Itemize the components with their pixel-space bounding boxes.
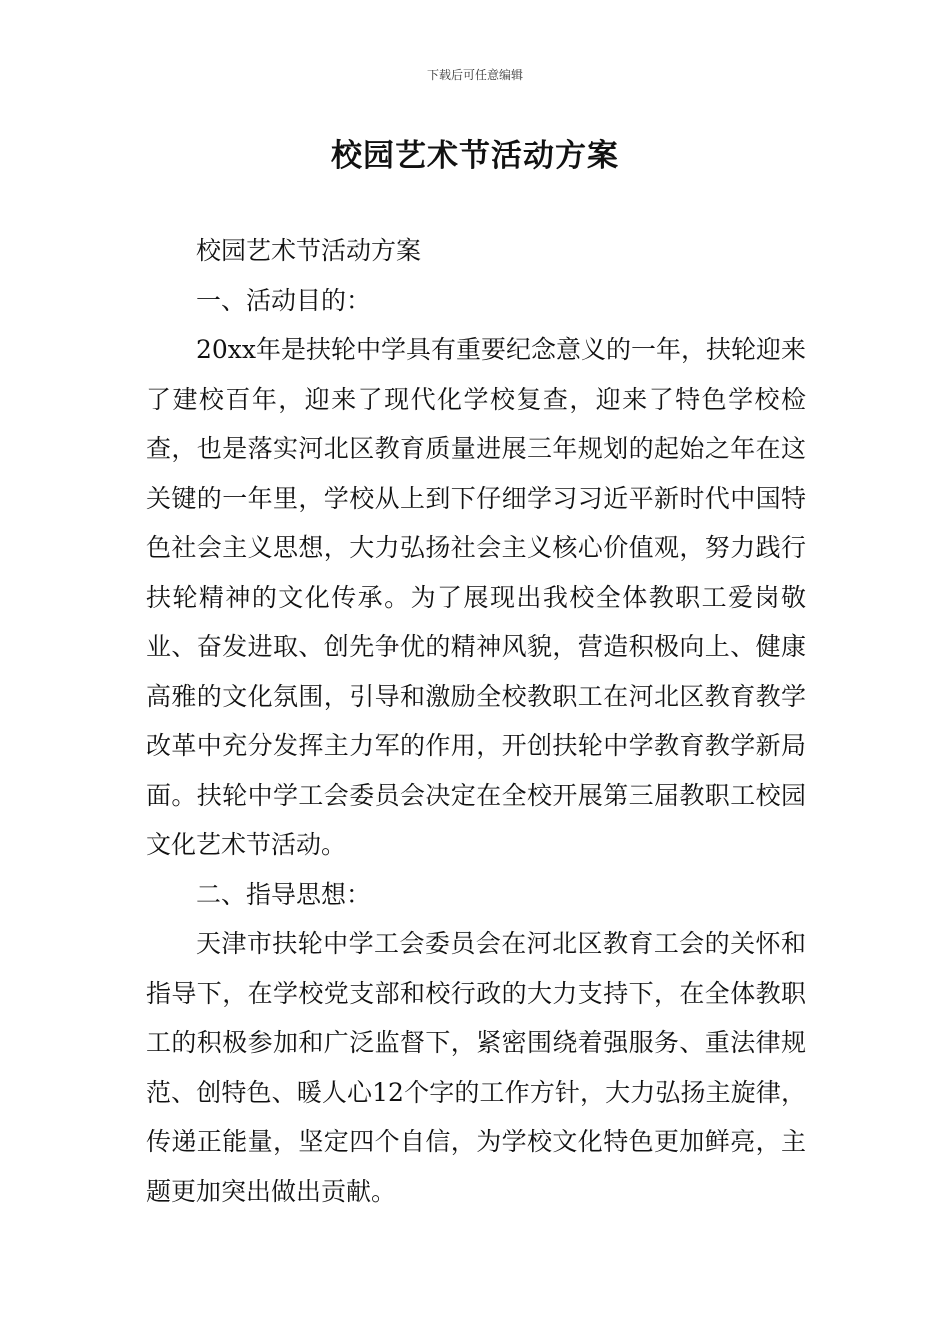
document-body (146, 226, 806, 1216)
purpose-paragraph: 20xx年是扶轮中学具有重要纪念意义的一年，扶轮迎来了建校百年，迎来了现代化学校复查，迎来了特色学校检查，也是落实河北区教育质量进展三年规划的起始之年在这关键的一年里，学校从上到下仔细学习习近平新时代中国特色社会主义思想，大力弘扬社会主义核心价值观，努力践行扶轮精神的文化传承。为了展现出我校全体教职工爱岗敬业、奋发进取、创先争优的精神风貌，营造积极向上、健康高雅的文化氛围，引导和激励全校教职工在河北区教育教学改革中充分发挥主力军的作用，开创扶轮中学教育教学新局面。扶轮中学工会委员会决定在全校开展第三届教职工校园文化艺术节活动。 (146, 335, 807, 859)
guiding-thought-paragraph: 天津市扶轮中学工会委员会在河北区教育工会的关怀和指导下，在学校党支部和校行政的大力支持下，在全体教职工的积极参加和广泛监督下，紧密围绕着强服务、重法律规范、创特色、暖人心12个字的工作方针，大力弘扬主旋律，传递正能量，坚定四个自信，为学校文化特色更加鲜亮，主题更加突出做出贡献。 (146, 929, 806, 1206)
page-header-note: 下载后可任意编辑 (426, 68, 523, 82)
section-heading-guiding-thought: 二、指导思想： (196, 879, 372, 909)
document-title: 校园艺术节活动方案 (331, 138, 619, 174)
subtitle-paragraph: 校园艺术节活动方案 (196, 236, 422, 265)
section-heading-purpose: 一、活动目的： (196, 285, 372, 315)
